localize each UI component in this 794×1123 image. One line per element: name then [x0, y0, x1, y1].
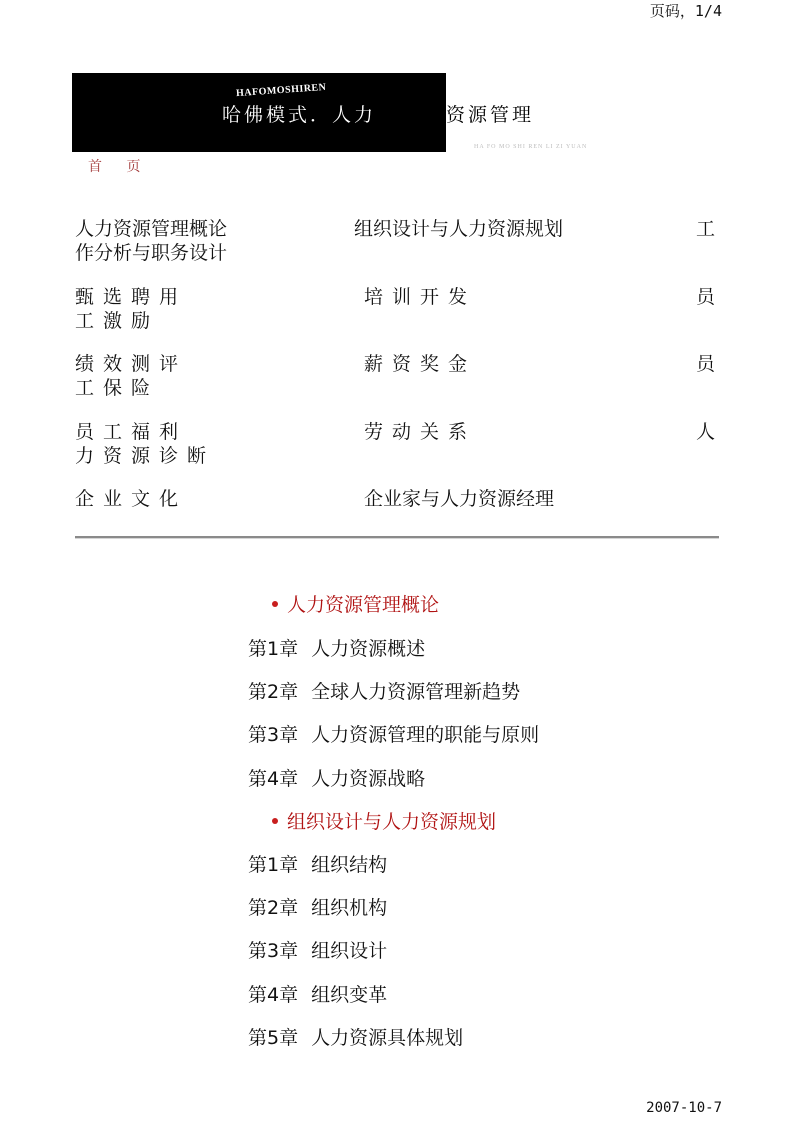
page-date: 2007-10-7 [646, 1100, 722, 1116]
chapter-number: 第3章 [248, 724, 299, 746]
nav-link-entrepreneur[interactable]: 企业家与人力资源经理 [364, 488, 555, 510]
nav-link-job-analysis-start[interactable]: 工 [696, 218, 716, 240]
chapter-number: 第1章 [248, 854, 299, 876]
chapter-link[interactable] [248, 893, 387, 920]
chapter-number: 第2章 [248, 681, 299, 703]
section-title-text: 人力资源管理概论 [287, 594, 440, 616]
chapter-number: 第5章 [248, 1027, 299, 1049]
chapter-number: 第1章 [248, 638, 299, 660]
nav-link-motivation[interactable]: 工激励 [75, 310, 160, 332]
chapter-title: 人力资源管理的职能与原则 [311, 724, 540, 746]
nav-link-benefits[interactable]: 员工福利 [75, 421, 188, 443]
chapter-link[interactable] [248, 764, 425, 791]
nav-link-hr-overview[interactable]: 人力资源管理概论 [75, 218, 228, 240]
nav-link-selection[interactable]: 甄选聘用 [75, 286, 188, 308]
chapter-title: 全球人力资源管理新趋势 [311, 681, 521, 703]
chapter-title: 人力资源具体规划 [311, 1027, 464, 1049]
chapter-link[interactable] [248, 677, 520, 704]
chapter-number: 第4章 [248, 768, 299, 790]
chapter-number: 第2章 [248, 897, 299, 919]
chapter-link[interactable] [248, 634, 425, 661]
divider-line [75, 536, 719, 539]
nav-link-training[interactable]: 培训开发 [364, 286, 477, 308]
chapter-link[interactable] [248, 850, 387, 877]
section-title-text: 组织设计与人力资源规划 [287, 811, 497, 833]
page-number: 页码，1/4 [649, 2, 722, 20]
chapter-title: 组织机构 [311, 897, 388, 919]
nav-link-org-design[interactable]: 组织设计与人力资源规划 [354, 218, 564, 240]
chapter-link[interactable] [248, 980, 387, 1007]
nav-link-insurance[interactable]: 工保险 [75, 377, 160, 399]
chapter-link[interactable] [248, 936, 387, 963]
nav-link-job-analysis[interactable]: 作分析与职务设计 [75, 242, 228, 264]
bullet-icon [272, 818, 278, 824]
section-title-org-design[interactable] [272, 807, 496, 834]
nav-link-compensation[interactable]: 薪资奖金 [364, 353, 477, 375]
nav-link-diagnosis[interactable]: 力资源诊断 [75, 445, 216, 467]
banner-faint-text: HA FO MO SHI REN LI ZI YUAN [474, 144, 588, 150]
nav-link-motivation-start[interactable]: 员 [696, 286, 716, 308]
nav-link-labor-relations[interactable]: 劳动关系 [364, 421, 477, 443]
banner-title-tail: 资源管理 [446, 104, 535, 126]
chapter-title: 组织变革 [311, 984, 388, 1006]
chapter-title: 人力资源战略 [311, 768, 426, 790]
chapter-link[interactable] [248, 1023, 463, 1050]
chapter-number: 第4章 [248, 984, 299, 1006]
section-title-hr-overview[interactable] [272, 590, 439, 617]
chapter-title: 组织结构 [311, 854, 388, 876]
chapter-title: 人力资源概述 [311, 638, 426, 660]
nav-link-diagnosis-start[interactable]: 人 [696, 421, 716, 443]
home-link[interactable]: 首 页 [88, 159, 151, 175]
banner-subtitle: HAFOMOSHIREN [235, 81, 327, 100]
chapter-number: 第3章 [248, 940, 299, 962]
chapter-link[interactable] [248, 720, 539, 747]
nav-link-insurance-start[interactable]: 员 [696, 353, 716, 375]
nav-link-culture[interactable]: 企业文化 [75, 488, 188, 510]
banner-title: 哈佛模式．人力 [222, 104, 377, 126]
nav-link-performance[interactable]: 绩效测评 [75, 353, 188, 375]
bullet-icon [272, 601, 278, 607]
chapter-title: 组织设计 [311, 940, 388, 962]
